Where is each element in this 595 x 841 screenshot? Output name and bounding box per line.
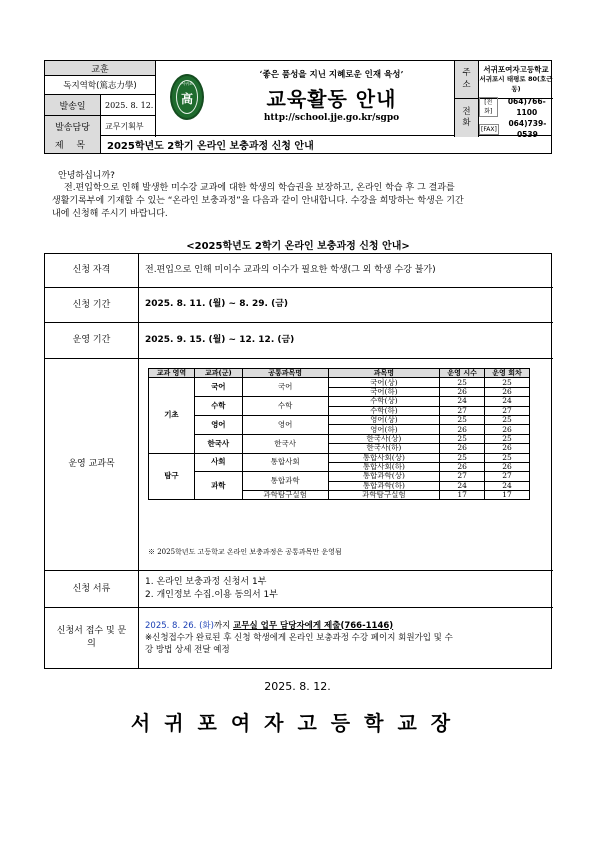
common-cell: 수학	[242, 397, 328, 416]
area-cell: 탐구	[149, 453, 195, 500]
course-cell: 수학(하)	[328, 406, 440, 415]
dept-row	[45, 116, 155, 137]
sessions-cell: 24	[485, 397, 530, 406]
table-row	[149, 434, 530, 443]
common-cell: 과학탐구실험	[242, 491, 328, 500]
slogan: ‘좋은 품성을 지닌 지혜로운 인재 육성’	[259, 70, 404, 80]
subject-value: 2025학년도 2학기 온라인 보충과정 신청 안내	[107, 141, 314, 152]
tel-number: 064)766-1100	[507, 96, 546, 117]
phone-label: 전 화	[455, 99, 479, 137]
sessions-cell: 26	[485, 444, 530, 453]
eligibility-label: 신청 자격	[45, 254, 139, 287]
intro-line-1: 전.편입학으로 인해 발생한 미수강 교과에 대한 학생의 학습권을 보장하고, 온라인 학습 후 그 결과를	[64, 183, 455, 193]
header-sessions: 운영 회차	[485, 369, 530, 378]
table-row	[149, 415, 530, 424]
subject-row	[44, 136, 552, 154]
intro-line-2: 생활기록부에 기재할 수 있는 “온라인 보충과정”을 다음과 같이 안내합니다. 수강을 희망하는 학생은 기간	[52, 196, 464, 206]
sessions-cell: 26	[485, 462, 530, 471]
header-hours: 운영 시수	[440, 369, 485, 378]
table-row	[149, 453, 530, 462]
subject-cell: 영어	[194, 415, 242, 434]
greeting: 안녕하십니까?	[58, 171, 115, 181]
subject-cell: 과학	[194, 472, 242, 500]
subject-cell: 국어	[194, 378, 242, 397]
intro-line-3: 내에 신청해 주시기 바랍니다.	[52, 209, 168, 219]
common-cell: 국어	[242, 378, 328, 397]
header-group: 교과(군)	[194, 369, 242, 378]
table-row	[149, 397, 530, 406]
header-course: 과목명	[328, 369, 440, 378]
letterhead-info-right	[455, 61, 553, 140]
hours-cell: 26	[440, 387, 485, 396]
sessions-cell: 25	[485, 434, 530, 443]
hours-cell: 17	[440, 491, 485, 500]
issue-date-label: 발송일	[45, 95, 101, 115]
course-cell: 과학탐구실험	[328, 491, 440, 500]
course-cell: 통합사회(상)	[328, 453, 440, 462]
course-table	[148, 368, 530, 500]
sessions-cell: 26	[485, 425, 530, 434]
hours-cell: 25	[440, 434, 485, 443]
course-cell: 통합과학(하)	[328, 481, 440, 490]
doc-2: 2. 개인정보 수집.이용 동의서 1부	[145, 590, 278, 600]
hours-cell: 27	[440, 406, 485, 415]
course-cell: 국어(상)	[328, 378, 440, 387]
dept: 교무기획부	[105, 122, 144, 131]
sessions-cell: 26	[485, 387, 530, 396]
contact-until: 까지	[213, 620, 234, 631]
hours-cell: 26	[440, 444, 485, 453]
subject-label: 제 목	[45, 136, 101, 153]
course-cell: 통합사회(하)	[328, 462, 440, 471]
fax-tag: [FAX]	[481, 125, 497, 133]
run-period-label: 운영 기간	[45, 323, 139, 358]
footer-date: 2025. 8. 12.	[264, 680, 331, 693]
hours-cell: 25	[440, 415, 485, 424]
run-period-row	[45, 323, 553, 359]
doc-1: 1. 온라인 보충과정 신청서 1부	[145, 576, 267, 587]
sessions-cell: 25	[485, 415, 530, 424]
address-row	[455, 61, 553, 99]
school-url[interactable]: http://school.jje.go.kr/sgpo	[263, 113, 400, 123]
sessions-cell: 17	[485, 491, 530, 500]
motto-value-cell	[45, 76, 155, 95]
contact-label: 신청서 접수 및 문의	[45, 608, 139, 668]
course-cell: 통합과학(상)	[328, 472, 440, 481]
phone-row	[455, 96, 553, 140]
apply-period-value: 2025. 8. 11. (월) ~ 8. 29. (금)	[145, 299, 289, 310]
page-title: 교육활동 안내	[266, 87, 397, 111]
header-common: 공통과목명	[242, 369, 328, 378]
hours-cell: 25	[440, 378, 485, 387]
eligibility-value: 전.편입으로 인해 미이수 교과의 이수가 필요한 학생(그 외 학생 수강 불가)	[145, 264, 436, 275]
course-cell: 영어(상)	[328, 415, 440, 424]
course-cell: 영어(하)	[328, 425, 440, 434]
run-period-value: 2025. 9. 15. (월) ~ 12. 12. (금)	[145, 334, 295, 345]
subject-cell: 사회	[194, 453, 242, 472]
hours-cell: 26	[440, 425, 485, 434]
letterhead-center	[155, 61, 455, 137]
header-area: 교과 영역	[149, 369, 195, 378]
fax-number: 064)739-0539	[508, 119, 547, 140]
course-cell: 한국사(상)	[328, 434, 440, 443]
school-logo	[170, 74, 204, 120]
area-cell: 기초	[149, 378, 195, 453]
common-cell: 통합사회	[242, 453, 328, 472]
eligibility-row	[45, 254, 553, 288]
address-label: 주 소	[455, 61, 479, 98]
common-cell: 통합과학	[242, 472, 328, 491]
motto-value: 독지역학(篤志力學)	[63, 81, 137, 91]
apply-period-row	[45, 288, 553, 323]
course-note: ※ 2025학년도 고등학교 온라인 보충과정은 공통과목만 운영됨	[148, 548, 342, 556]
common-cell: 한국사	[242, 434, 328, 453]
sessions-cell: 27	[485, 472, 530, 481]
course-table-header	[149, 369, 530, 378]
course-cell: 한국사(하)	[328, 444, 440, 453]
contact-value	[145, 608, 453, 668]
contact-date: 2025. 8. 26. (화)	[145, 620, 214, 631]
dept-label: 발송담당	[45, 116, 101, 137]
school-name: 서귀포여자고등학교	[483, 65, 549, 75]
hours-cell: 24	[440, 397, 485, 406]
hours-cell: 24	[440, 481, 485, 490]
sessions-cell: 27	[485, 406, 530, 415]
logo-text: 서귀포	[181, 81, 193, 86]
course-cell: 국어(하)	[328, 387, 440, 396]
hours-cell: 25	[440, 453, 485, 462]
hours-cell: 26	[440, 462, 485, 471]
contact-note-2: 강 방법 상세 전달 예정	[145, 645, 230, 656]
school-address: 서귀포시 태평로 80(호근동)	[479, 75, 553, 94]
letterhead	[44, 60, 553, 140]
subject-cell: 한국사	[194, 434, 242, 453]
sessions-cell: 25	[485, 453, 530, 462]
section-title: <2025학년도 2학기 온라인 보충과정 신청 안내>	[186, 241, 410, 252]
phone-value	[479, 96, 553, 140]
contact-note-1: ※신청접수가 완료된 후 신청 학생에게 온라인 보충과정 수강 페이지 회원가입 및 수	[145, 632, 453, 643]
table-row	[149, 378, 530, 387]
documents-value	[145, 571, 278, 607]
courses-label: 운영 교과목	[45, 359, 139, 570]
motto-label-cell	[45, 61, 155, 76]
hours-cell: 27	[440, 472, 485, 481]
tel-tag: [전화]	[479, 97, 498, 117]
signer: 서귀포여자고등학교장	[130, 711, 465, 735]
issue-date-row	[45, 95, 155, 116]
course-cell: 수학(상)	[328, 397, 440, 406]
logo-glyph: 高	[180, 92, 193, 106]
documents-row	[45, 571, 553, 608]
letterhead-info-left	[45, 61, 155, 137]
common-cell: 영어	[242, 415, 328, 434]
documents-label: 신청 서류	[45, 571, 139, 607]
issue-date: 2025. 8. 12.	[105, 100, 154, 110]
subject-cell: 수학	[194, 397, 242, 416]
table-row	[149, 472, 530, 481]
address-value	[479, 61, 553, 98]
apply-period-label: 신청 기간	[45, 288, 139, 322]
contact-submit: 교무실 업무 담당자에게 제출(766-1146)	[233, 620, 394, 631]
sessions-cell: 25	[485, 378, 530, 387]
contact-row	[45, 608, 553, 668]
sessions-cell: 24	[485, 481, 530, 490]
motto-label: 교훈	[91, 64, 109, 75]
